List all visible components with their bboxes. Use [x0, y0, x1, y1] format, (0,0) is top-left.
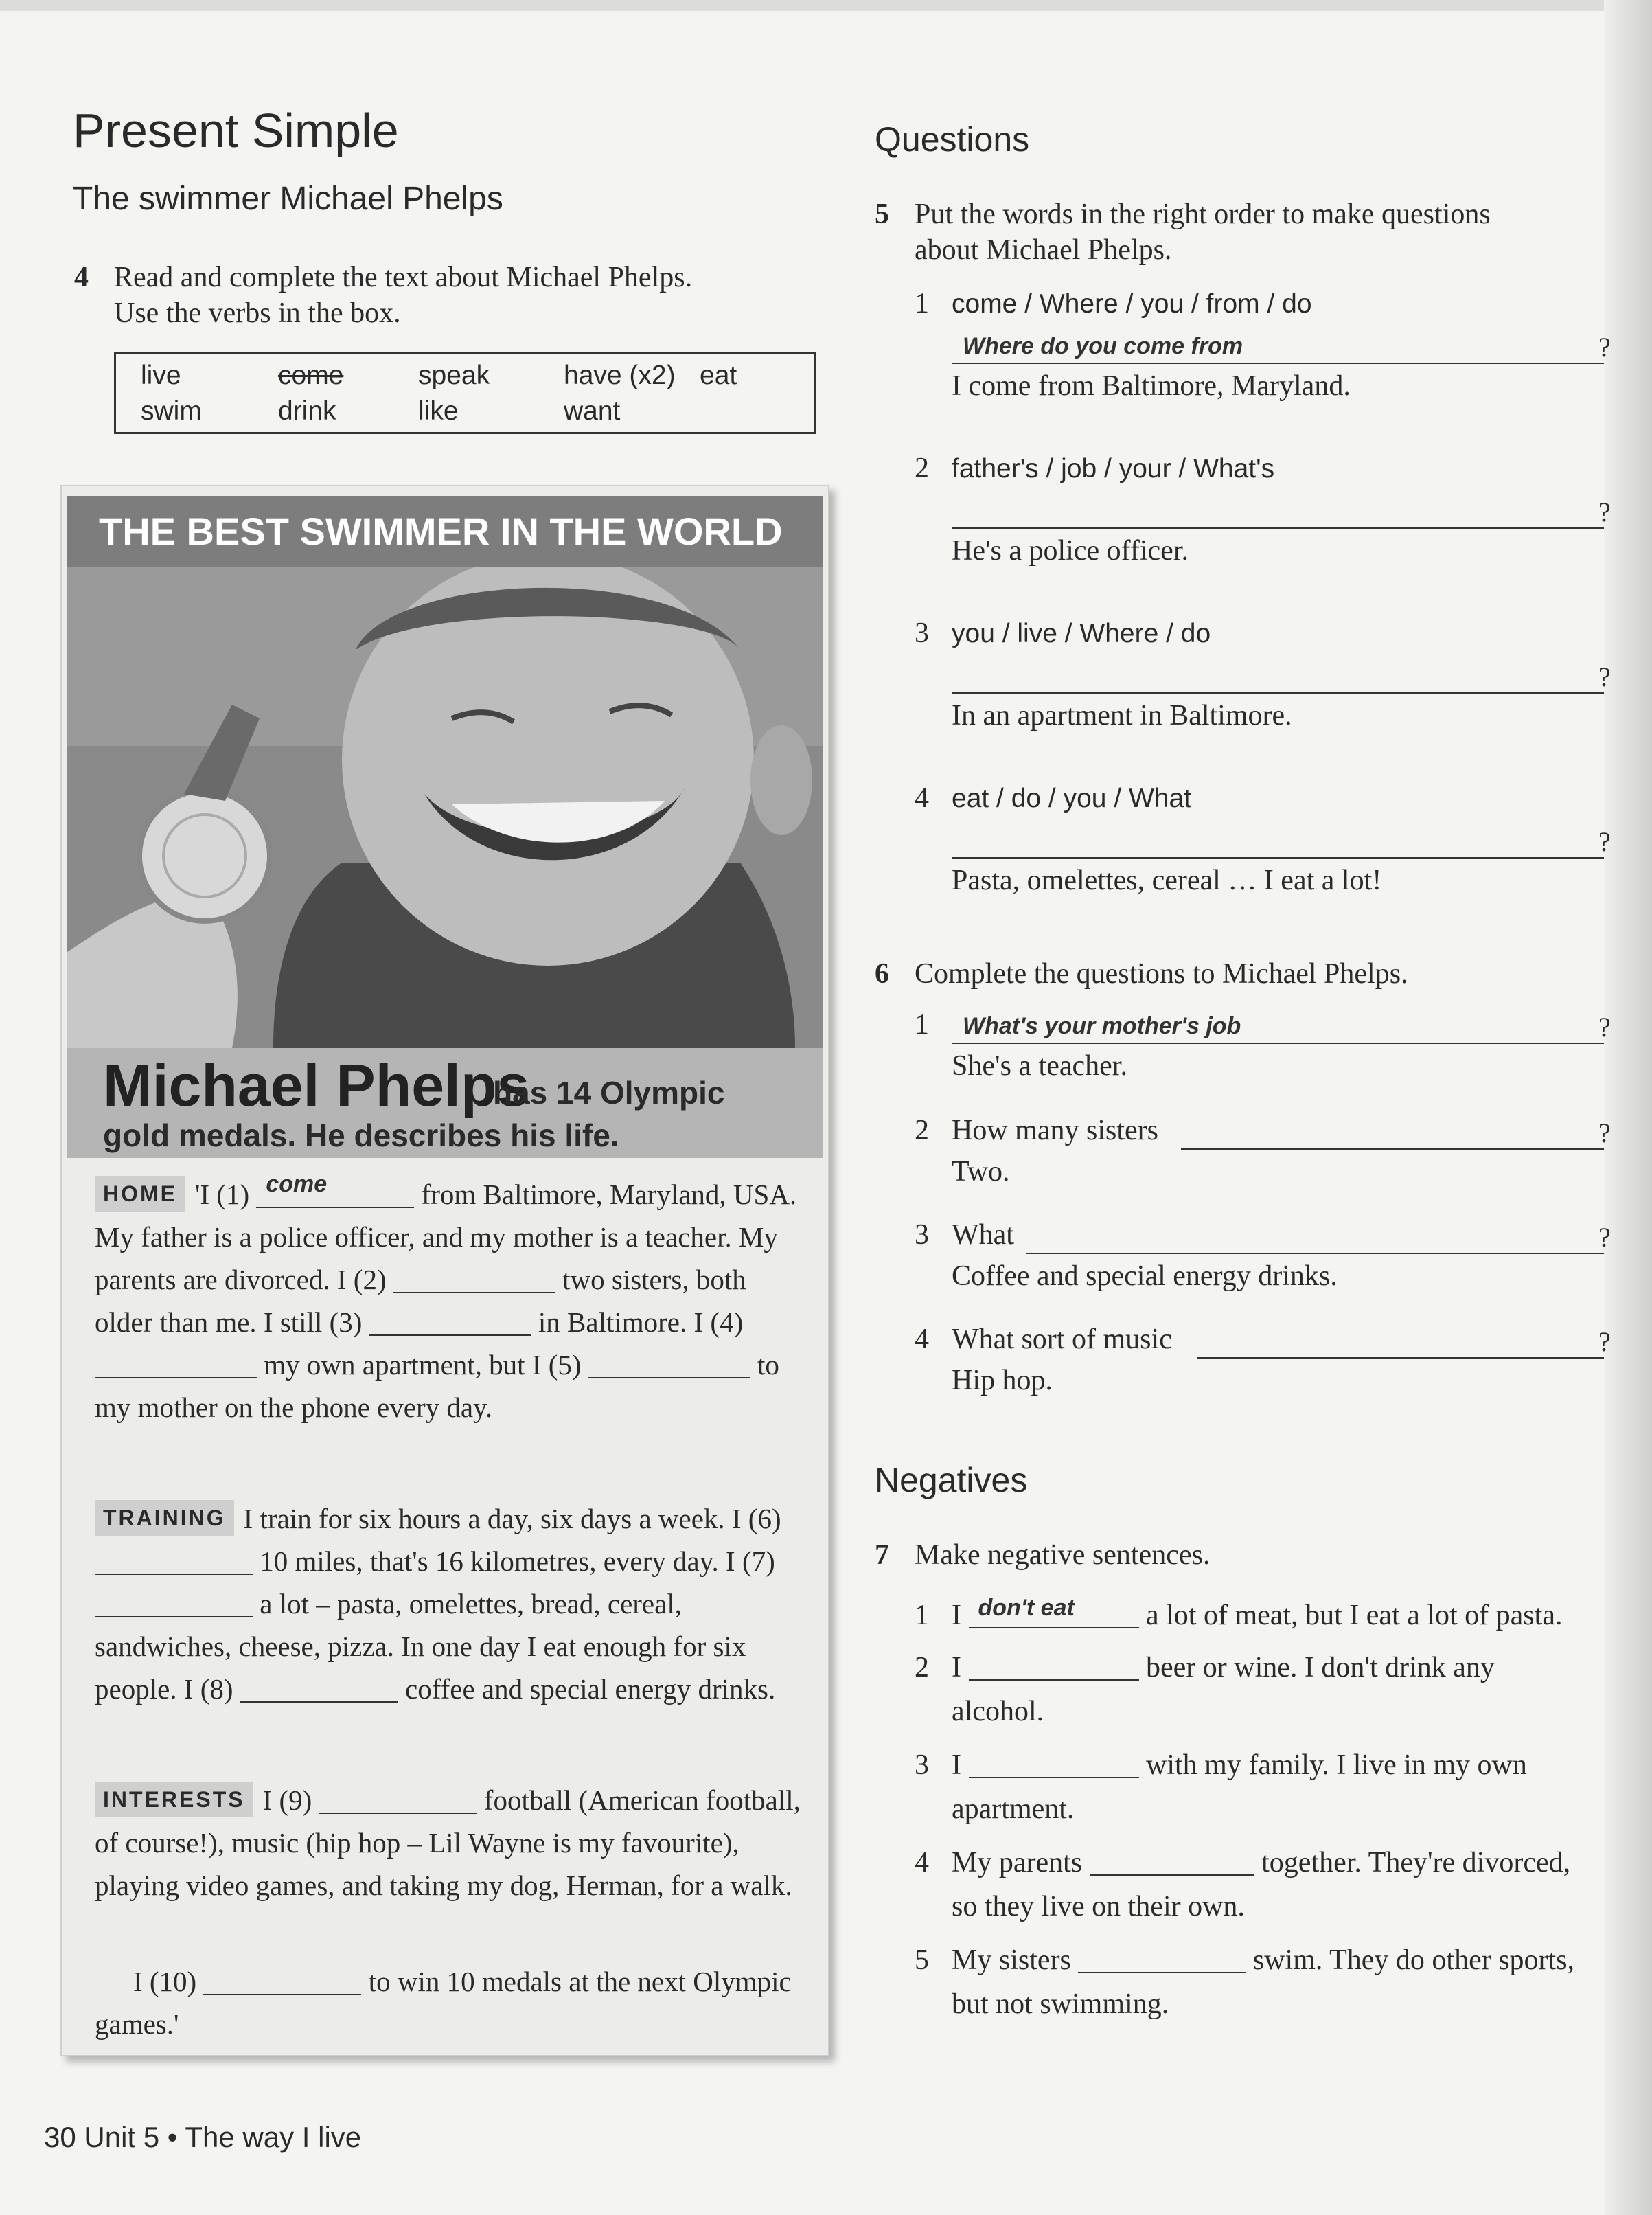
ex7-answer-blank-2[interactable]	[969, 1652, 1139, 1681]
ex5-number: 5	[875, 198, 889, 230]
ex5-answer-line-2[interactable]	[952, 492, 1604, 529]
training-text-1: I train for six hours a day, six days a week. I (6)	[243, 1503, 781, 1534]
questions-heading: Questions	[875, 120, 1030, 159]
ex6-question-start: How many sisters	[952, 1115, 1158, 1146]
ex7-item-4-cont: so they live on their own.	[952, 1891, 1245, 1922]
question-mark: ?	[1598, 332, 1611, 363]
sentence-end: together. They're divorced,	[1261, 1847, 1571, 1878]
item-number: 1	[915, 1009, 929, 1041]
ex4-instruction	[74, 260, 801, 331]
ex6-instruction-text: Complete the questions to Michael Phelps.	[915, 958, 1408, 990]
ex6-reply-2: Two.	[952, 1156, 1010, 1188]
ex5-item-3	[915, 615, 1211, 652]
caption-band	[67, 1048, 823, 1158]
answer-blank-10[interactable]	[203, 1966, 361, 1995]
handwritten-answer: What's your mother's job	[963, 1013, 1241, 1039]
ex7-item-2	[915, 1650, 1611, 1685]
ex7-item-3-cont: apartment.	[952, 1793, 1075, 1825]
sentence-start: My parents	[952, 1847, 1083, 1878]
handwritten-answer: Where do you come from	[963, 333, 1243, 359]
question-mark: ?	[1598, 1326, 1611, 1357]
page-subtitle: The swimmer Michael Phelps	[73, 181, 503, 217]
ex5-instruction	[875, 196, 1601, 268]
ex6-reply-3: Coffee and special energy drinks.	[952, 1260, 1338, 1292]
interests-text-2: football (American football, of course!), music (hip hop – Lil Wayne is my favourite), playing video games, and taking my dog, Herman, for a walk.	[95, 1784, 801, 1901]
sentence-end: with my family. I live in my own	[1146, 1749, 1527, 1781]
ex5-prompt: father's / job / your / What's	[952, 454, 1275, 484]
home-tag: HOME	[95, 1176, 185, 1212]
facing-page-edge	[1604, 0, 1652, 2215]
question-mark: ?	[1598, 1117, 1611, 1148]
verb-item: live	[141, 361, 181, 390]
verb-item: eat	[700, 361, 737, 390]
article-training-paragraph	[95, 1497, 802, 1710]
answer-blank-9[interactable]	[319, 1785, 477, 1814]
ex5-answer-line-3[interactable]	[952, 657, 1604, 694]
training-text-3: a lot – pasta, omelettes, bread, cereal, sandwiches, cheese, pizza. In one day I eat enough for six people. I (8)	[95, 1588, 746, 1705]
ex6-answer-line-4[interactable]	[1197, 1321, 1604, 1359]
negatives-heading: Negatives	[875, 1461, 1028, 1499]
item-number: 4	[915, 782, 929, 814]
item-number: 4	[915, 1847, 929, 1878]
sentence-start: My sisters	[952, 1944, 1071, 1976]
verb-item: like	[418, 396, 459, 426]
ex6-instruction	[875, 956, 1601, 992]
verb-item: swim	[141, 396, 202, 426]
verb-item: have (x2)	[564, 361, 676, 390]
ex5-reply-3: In an apartment in Baltimore.	[952, 700, 1292, 731]
ex7-answer-blank-3[interactable]	[969, 1749, 1139, 1778]
item-number: 3	[915, 1219, 929, 1251]
ex6-question-start: What	[952, 1219, 1014, 1251]
interests-text-4: to win 10 medals at the next Olympic games.'	[95, 1966, 792, 2040]
ex7-answer-blank-4[interactable]	[1090, 1847, 1254, 1876]
ex6-item-2	[915, 1113, 1158, 1148]
interests-text-3: I (10)	[133, 1966, 197, 1997]
ex6-number: 6	[875, 958, 889, 990]
article-closing-paragraph	[95, 1960, 802, 2045]
ex7-instruction	[875, 1537, 1601, 1573]
ex7-item-1	[915, 1595, 1611, 1633]
item-number: 2	[915, 453, 929, 484]
verb-item: speak	[418, 361, 490, 390]
answer-blank-4[interactable]	[95, 1350, 257, 1378]
question-mark: ?	[1598, 1012, 1611, 1043]
sentence-start: I	[952, 1600, 961, 1631]
answer-blank-6[interactable]	[95, 1546, 253, 1575]
item-number: 1	[915, 1600, 929, 1631]
home-text-1: 'I (1)	[195, 1179, 250, 1210]
sentence-end: beer or wine. I don't drink any	[1146, 1652, 1495, 1683]
ex4-instruction-line1: Read and complete the text about Michael Phelps.	[114, 262, 693, 293]
ex5-item-1	[915, 286, 1312, 322]
ex7-item-5	[915, 1942, 1611, 1978]
training-text-4: coffee and special energy drinks.	[405, 1673, 776, 1705]
ex5-instruction-line1: Put the words in the right order to make questions	[915, 198, 1491, 230]
verb-box	[114, 352, 816, 434]
item-number: 3	[915, 1749, 929, 1781]
training-tag: TRAINING	[95, 1500, 234, 1536]
home-text-6: to my mother on the phone every day.	[95, 1349, 779, 1423]
ex7-answer-blank-1[interactable]	[969, 1595, 1139, 1628]
ex5-answer-line-4[interactable]	[952, 821, 1604, 859]
interests-tag: INTERESTS	[95, 1782, 253, 1817]
ex5-item-2	[915, 451, 1275, 487]
sentence-end: swim. They do other sports,	[1252, 1944, 1575, 1976]
ex7-number: 7	[875, 1539, 889, 1571]
item-number: 1	[915, 288, 929, 319]
interests-text-1: I (9)	[262, 1784, 312, 1816]
swimmer-photo	[67, 567, 823, 1048]
home-text-2: from Baltimore, Maryland, USA. My father is a police officer, and my mother is a teacher. My parents are divorced. I (2)	[95, 1179, 797, 1295]
answer-blank-5[interactable]	[588, 1350, 750, 1378]
sentence-start: I	[952, 1749, 961, 1781]
sentence-end: a lot of meat, but I eat a lot of pasta.	[1146, 1600, 1563, 1631]
ex5-prompt: come / Where / you / from / do	[952, 289, 1312, 319]
caption-text-b: gold medals. He describes his life.	[103, 1117, 619, 1153]
ex7-item-4	[915, 1845, 1611, 1881]
ex6-item-4	[915, 1321, 1172, 1357]
answer-blank-3[interactable]	[369, 1307, 531, 1336]
ex5-prompt: eat / do / you / What	[952, 784, 1192, 813]
answer-blank-7[interactable]	[95, 1589, 253, 1617]
sentence-start: I	[952, 1652, 961, 1683]
ex7-answer-blank-5[interactable]	[1078, 1944, 1246, 1973]
caption-name: Michael Phelps	[103, 1053, 530, 1119]
ex4-number: 4	[74, 262, 89, 293]
answer-blank-1[interactable]	[256, 1171, 414, 1208]
home-text-3: two sisters, both older than me. I still (3)	[95, 1264, 746, 1338]
verb-item: drink	[278, 396, 336, 426]
ex5-prompt: you / live / Where / do	[952, 619, 1211, 648]
ex7-item-2-cont: alcohol.	[952, 1696, 1044, 1727]
verb-item: want	[564, 396, 621, 426]
item-number: 5	[915, 1944, 929, 1976]
item-number: 2	[915, 1115, 929, 1146]
ex5-reply-4: Pasta, omelettes, cereal … I eat a lot!	[952, 865, 1382, 896]
item-number: 4	[915, 1324, 929, 1355]
ex6-answer-line-2[interactable]	[1181, 1113, 1604, 1150]
ex6-item-3	[915, 1217, 1014, 1253]
question-mark: ?	[1598, 497, 1611, 527]
article-home-paragraph	[95, 1173, 802, 1429]
question-mark: ?	[1598, 661, 1611, 692]
article-banner: THE BEST SWIMMER IN THE WORLD	[67, 496, 823, 567]
ex6-reply-4: Hip hop.	[952, 1365, 1053, 1396]
question-mark: ?	[1598, 826, 1611, 857]
question-mark: ?	[1598, 1222, 1611, 1253]
handwritten-answer-1: come	[266, 1171, 328, 1197]
page-title: Present Simple	[73, 104, 399, 157]
training-text-2: 10 miles, that's 16 kilometres, every day. I (7)	[260, 1545, 775, 1577]
ex5-reply-1: I come from Baltimore, Maryland.	[952, 370, 1351, 402]
ex6-question-start: What sort of music	[952, 1324, 1172, 1355]
article-interests-paragraph	[95, 1779, 802, 1907]
answer-blank-2[interactable]	[393, 1264, 555, 1293]
swimmer-photo-illustration	[67, 567, 823, 1048]
ex5-answer-line-1[interactable]	[952, 327, 1604, 364]
ex6-reply-1: She's a teacher.	[952, 1050, 1127, 1082]
page-footer: 30 Unit 5 • The way I live	[44, 2121, 362, 2153]
ex5-reply-2: He's a police officer.	[952, 535, 1189, 567]
item-number: 3	[915, 617, 929, 649]
caption-text-a: has 14 Olympic	[493, 1075, 725, 1111]
page-top-edge	[0, 0, 1652, 11]
ex7-item-5-cont: but not swimming.	[952, 1988, 1169, 2020]
item-number: 2	[915, 1652, 929, 1683]
ex4-instruction-line2: Use the verbs in the box.	[114, 297, 401, 329]
ex5-item-4	[915, 780, 1192, 817]
home-text-5: my own apartment, but I (5)	[264, 1349, 582, 1381]
ex6-answer-line-1[interactable]	[952, 1007, 1604, 1044]
ex7-instruction-text: Make negative sentences.	[915, 1539, 1211, 1571]
ex5-instruction-line2: about Michael Phelps.	[915, 234, 1172, 266]
ex7-item-3	[915, 1747, 1611, 1783]
handwritten-answer: don't eat	[978, 1595, 1075, 1621]
home-text-4: in Baltimore. I (4)	[538, 1306, 744, 1338]
ex6-answer-line-3[interactable]	[1026, 1217, 1604, 1254]
answer-blank-8[interactable]	[240, 1674, 398, 1703]
verb-item-struck: come	[278, 361, 344, 390]
